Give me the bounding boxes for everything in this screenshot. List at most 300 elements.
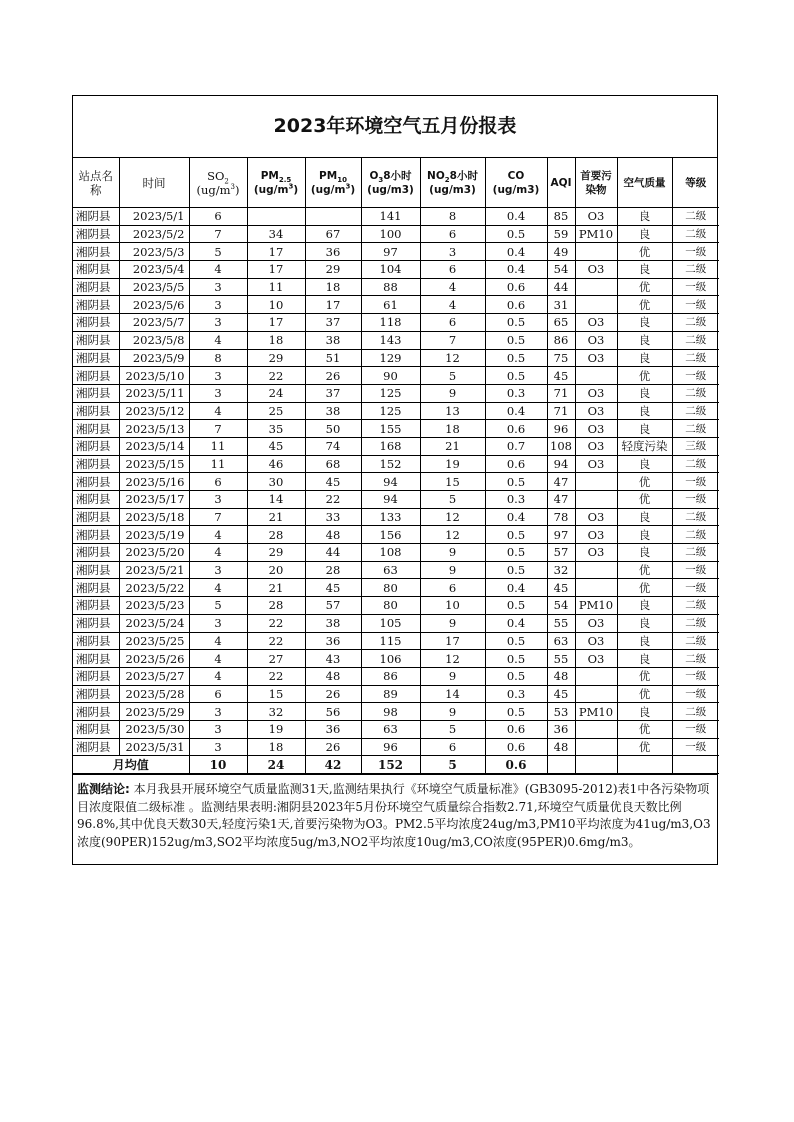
cell-co: 0.4	[485, 579, 547, 597]
table-row	[73, 544, 719, 562]
cell-no2: 6	[420, 261, 485, 279]
cell-site: 湘阴县	[73, 579, 119, 597]
cell-site: 湘阴县	[73, 685, 119, 703]
cell-aqi: 71	[547, 384, 575, 402]
cell-grade: 二级	[672, 402, 719, 420]
cell-date: 2023/5/24	[119, 614, 189, 632]
table-row	[73, 261, 719, 279]
cell-date: 2023/5/6	[119, 296, 189, 314]
cell-site: 湘阴县	[73, 650, 119, 668]
cell-o3: 97	[361, 243, 420, 261]
cell-site: 湘阴县	[73, 384, 119, 402]
cell-grade: 一级	[672, 738, 719, 756]
cell-site: 湘阴县	[73, 561, 119, 579]
cell-pm10: 48	[305, 667, 361, 685]
cell-date: 2023/5/10	[119, 367, 189, 385]
cell-so2: 4	[189, 526, 247, 544]
cell-no2: 9	[420, 703, 485, 721]
cell-pm25: 29	[247, 349, 305, 367]
cell-date: 2023/5/26	[119, 650, 189, 668]
cell-primary-pollutant	[575, 561, 617, 579]
cell-aqi: 49	[547, 243, 575, 261]
cell-primary-pollutant: O3	[575, 455, 617, 473]
table-body	[73, 208, 719, 756]
cell-pm25: 15	[247, 685, 305, 703]
cell-pm10	[305, 208, 361, 226]
average-primary	[575, 756, 617, 774]
table-row	[73, 437, 719, 455]
cell-site: 湘阴县	[73, 367, 119, 385]
cell-pm10: 67	[305, 225, 361, 243]
cell-pm10: 48	[305, 526, 361, 544]
cell-grade: 一级	[672, 278, 719, 296]
cell-no2: 5	[420, 367, 485, 385]
cell-so2: 7	[189, 508, 247, 526]
cell-pm10: 45	[305, 473, 361, 491]
table-row	[73, 349, 719, 367]
cell-no2: 15	[420, 473, 485, 491]
cell-date: 2023/5/14	[119, 437, 189, 455]
cell-co: 0.6	[485, 296, 547, 314]
cell-so2: 3	[189, 296, 247, 314]
cell-aqi: 47	[547, 491, 575, 509]
cell-aqi: 48	[547, 667, 575, 685]
cell-no2: 9	[420, 614, 485, 632]
cell-grade: 二级	[672, 225, 719, 243]
cell-aqi: 96	[547, 420, 575, 438]
cell-o3: 141	[361, 208, 420, 226]
cell-co: 0.5	[485, 367, 547, 385]
cell-primary-pollutant	[575, 243, 617, 261]
cell-grade: 一级	[672, 667, 719, 685]
average-so2: 10	[189, 756, 247, 774]
cell-pm25: 22	[247, 632, 305, 650]
header-no2: $NO_28$小时 (ug/m3)	[420, 158, 485, 208]
cell-primary-pollutant: O3	[575, 420, 617, 438]
cell-co: 0.5	[485, 349, 547, 367]
cell-co: 0.4	[485, 402, 547, 420]
cell-date: 2023/5/3	[119, 243, 189, 261]
cell-air-quality: 良	[617, 614, 672, 632]
cell-o3: 90	[361, 367, 420, 385]
cell-date: 2023/5/19	[119, 526, 189, 544]
cell-date: 2023/5/29	[119, 703, 189, 721]
cell-primary-pollutant	[575, 367, 617, 385]
cell-pm10: 29	[305, 261, 361, 279]
cell-date: 2023/5/22	[119, 579, 189, 597]
cell-pm25: 28	[247, 526, 305, 544]
cell-pm10: 43	[305, 650, 361, 668]
cell-aqi: 59	[547, 225, 575, 243]
table-row	[73, 455, 719, 473]
average-quality	[617, 756, 672, 774]
air-quality-report	[72, 95, 718, 865]
cell-aqi: 65	[547, 314, 575, 332]
cell-aqi: 86	[547, 331, 575, 349]
cell-date: 2023/5/2	[119, 225, 189, 243]
cell-primary-pollutant: O3	[575, 314, 617, 332]
cell-air-quality: 良	[617, 261, 672, 279]
cell-pm25: 22	[247, 367, 305, 385]
cell-no2: 3	[420, 243, 485, 261]
cell-no2: 9	[420, 544, 485, 562]
cell-primary-pollutant: O3	[575, 544, 617, 562]
cell-o3: 143	[361, 331, 420, 349]
cell-o3: 80	[361, 579, 420, 597]
cell-date: 2023/5/20	[119, 544, 189, 562]
cell-so2: 7	[189, 420, 247, 438]
cell-o3: 129	[361, 349, 420, 367]
table-row	[73, 597, 719, 615]
cell-pm25: 19	[247, 720, 305, 738]
cell-aqi: 63	[547, 632, 575, 650]
cell-no2: 12	[420, 508, 485, 526]
cell-co: 0.6	[485, 455, 547, 473]
cell-pm10: 17	[305, 296, 361, 314]
cell-primary-pollutant	[575, 296, 617, 314]
cell-no2: 9	[420, 667, 485, 685]
conclusion-section	[73, 774, 717, 864]
cell-site: 湘阴县	[73, 225, 119, 243]
cell-co: 0.5	[485, 561, 547, 579]
cell-date: 2023/5/7	[119, 314, 189, 332]
report-title: 2023年环境空气五月份报表	[73, 96, 717, 158]
conclusion-text: 本月我县开展环境空气质量监测31天,监测结果执行《环境空气质量标准》(GB3095-2012)表1中各污染物项目浓度限值二级标准 。监测结果表明:湘阴县2023年5月份环境空气质量综合指数2.71,环境空气质量优良天数比例96.8%,其中优良天数30天,轻度污染1天,首要污染物为O3。PM2.5平均浓度24ug/m3,PM10平均浓度为41ug/m3,O3浓度(90PER)152ug/m3,SO2平均浓度5ug/m3,NO2平均浓度10ug/m3,CO浓度(95PER)0.6mg/m3。	[77, 782, 711, 849]
cell-o3: 63	[361, 561, 420, 579]
cell-air-quality: 良	[617, 508, 672, 526]
cell-no2: 12	[420, 650, 485, 668]
table-row	[73, 225, 719, 243]
cell-grade: 三级	[672, 437, 719, 455]
cell-so2: 6	[189, 208, 247, 226]
cell-no2: 6	[420, 225, 485, 243]
cell-site: 湘阴县	[73, 703, 119, 721]
cell-o3: 94	[361, 491, 420, 509]
cell-primary-pollutant	[575, 579, 617, 597]
cell-pm25: 18	[247, 331, 305, 349]
cell-primary-pollutant: O3	[575, 650, 617, 668]
table-row	[73, 491, 719, 509]
cell-so2: 4	[189, 402, 247, 420]
cell-o3: 86	[361, 667, 420, 685]
table-row	[73, 508, 719, 526]
cell-site: 湘阴县	[73, 614, 119, 632]
cell-air-quality: 优	[617, 667, 672, 685]
cell-no2: 9	[420, 384, 485, 402]
cell-grade: 二级	[672, 261, 719, 279]
cell-primary-pollutant	[575, 720, 617, 738]
cell-co: 0.5	[485, 650, 547, 668]
cell-aqi: 54	[547, 597, 575, 615]
cell-pm10: 22	[305, 491, 361, 509]
cell-grade: 一级	[672, 473, 719, 491]
cell-co: 0.4	[485, 243, 547, 261]
conclusion-label: 监测结论:	[77, 782, 130, 797]
cell-primary-pollutant: O3	[575, 614, 617, 632]
cell-date: 2023/5/21	[119, 561, 189, 579]
cell-grade: 一级	[672, 561, 719, 579]
cell-aqi: 54	[547, 261, 575, 279]
cell-aqi: 53	[547, 703, 575, 721]
cell-site: 湘阴县	[73, 544, 119, 562]
cell-co: 0.5	[485, 526, 547, 544]
cell-date: 2023/5/9	[119, 349, 189, 367]
table-row	[73, 331, 719, 349]
cell-site: 湘阴县	[73, 314, 119, 332]
cell-air-quality: 良	[617, 349, 672, 367]
header-site: 站点名称	[73, 158, 119, 208]
cell-o3: 156	[361, 526, 420, 544]
header-o3: $O_38$小时 (ug/m3)	[361, 158, 420, 208]
cell-co: 0.7	[485, 437, 547, 455]
cell-so2: 3	[189, 278, 247, 296]
cell-so2: 3	[189, 720, 247, 738]
table-row	[73, 667, 719, 685]
cell-so2: 3	[189, 614, 247, 632]
cell-aqi: 108	[547, 437, 575, 455]
header-time: 时间	[119, 158, 189, 208]
header-aqi: AQI	[547, 158, 575, 208]
table-row	[73, 685, 719, 703]
cell-co: 0.4	[485, 508, 547, 526]
cell-primary-pollutant	[575, 738, 617, 756]
cell-co: 0.5	[485, 632, 547, 650]
cell-air-quality: 良	[617, 597, 672, 615]
cell-grade: 二级	[672, 544, 719, 562]
cell-pm25: 11	[247, 278, 305, 296]
cell-air-quality: 优	[617, 720, 672, 738]
cell-pm10: 26	[305, 685, 361, 703]
data-table	[73, 158, 719, 774]
cell-grade: 一级	[672, 491, 719, 509]
cell-date: 2023/5/28	[119, 685, 189, 703]
table-row	[73, 720, 719, 738]
average-aqi	[547, 756, 575, 774]
cell-air-quality: 良	[617, 420, 672, 438]
cell-aqi: 71	[547, 402, 575, 420]
cell-air-quality: 优	[617, 243, 672, 261]
cell-pm10: 51	[305, 349, 361, 367]
cell-pm10: 28	[305, 561, 361, 579]
cell-air-quality: 良	[617, 225, 672, 243]
cell-primary-pollutant: PM10	[575, 703, 617, 721]
cell-so2: 4	[189, 544, 247, 562]
cell-grade: 二级	[672, 526, 719, 544]
cell-air-quality: 优	[617, 738, 672, 756]
cell-o3: 100	[361, 225, 420, 243]
cell-grade: 一级	[672, 243, 719, 261]
cell-pm25: 14	[247, 491, 305, 509]
cell-primary-pollutant: PM10	[575, 597, 617, 615]
cell-site: 湘阴县	[73, 508, 119, 526]
cell-air-quality: 优	[617, 367, 672, 385]
cell-o3: 105	[361, 614, 420, 632]
table-row	[73, 650, 719, 668]
average-no2: 5	[420, 756, 485, 774]
cell-no2: 5	[420, 720, 485, 738]
cell-pm10: 38	[305, 402, 361, 420]
cell-no2: 14	[420, 685, 485, 703]
cell-co: 0.4	[485, 208, 547, 226]
cell-so2: 3	[189, 738, 247, 756]
header-co: CO (ug/m3)	[485, 158, 547, 208]
cell-aqi: 94	[547, 455, 575, 473]
cell-co: 0.5	[485, 225, 547, 243]
cell-aqi: 31	[547, 296, 575, 314]
cell-air-quality: 优	[617, 561, 672, 579]
cell-pm25: 27	[247, 650, 305, 668]
header-pm25: $PM_{2.5}$ $(ug/m^3)$	[247, 158, 305, 208]
cell-no2: 13	[420, 402, 485, 420]
cell-air-quality: 良	[617, 208, 672, 226]
cell-pm25: 32	[247, 703, 305, 721]
cell-site: 湘阴县	[73, 296, 119, 314]
table-row	[73, 314, 719, 332]
table-row	[73, 278, 719, 296]
table-row	[73, 402, 719, 420]
cell-pm10: 36	[305, 632, 361, 650]
cell-so2: 4	[189, 632, 247, 650]
cell-date: 2023/5/1	[119, 208, 189, 226]
cell-air-quality: 优	[617, 296, 672, 314]
table-row	[73, 473, 719, 491]
cell-site: 湘阴县	[73, 526, 119, 544]
cell-so2: 3	[189, 384, 247, 402]
cell-no2: 10	[420, 597, 485, 615]
cell-pm25	[247, 208, 305, 226]
cell-grade: 二级	[672, 632, 719, 650]
average-pm25: 24	[247, 756, 305, 774]
cell-pm10: 33	[305, 508, 361, 526]
table-row	[73, 632, 719, 650]
cell-primary-pollutant: O3	[575, 261, 617, 279]
cell-no2: 4	[420, 296, 485, 314]
cell-o3: 80	[361, 597, 420, 615]
cell-no2: 18	[420, 420, 485, 438]
cell-pm10: 36	[305, 720, 361, 738]
cell-grade: 二级	[672, 384, 719, 402]
cell-pm25: 17	[247, 261, 305, 279]
cell-o3: 155	[361, 420, 420, 438]
cell-primary-pollutant: O3	[575, 384, 617, 402]
cell-site: 湘阴县	[73, 349, 119, 367]
cell-so2: 5	[189, 597, 247, 615]
average-label: 月均值	[73, 756, 189, 774]
cell-date: 2023/5/25	[119, 632, 189, 650]
table-row	[73, 208, 719, 226]
cell-co: 0.6	[485, 738, 547, 756]
average-grade	[672, 756, 719, 774]
cell-pm10: 36	[305, 243, 361, 261]
cell-site: 湘阴县	[73, 720, 119, 738]
cell-aqi: 44	[547, 278, 575, 296]
cell-pm10: 38	[305, 331, 361, 349]
cell-aqi: 55	[547, 614, 575, 632]
cell-primary-pollutant: O3	[575, 331, 617, 349]
cell-primary-pollutant	[575, 667, 617, 685]
cell-air-quality: 优	[617, 685, 672, 703]
cell-pm25: 30	[247, 473, 305, 491]
header-primary-pollutant: 首要污染物	[575, 158, 617, 208]
cell-date: 2023/5/31	[119, 738, 189, 756]
cell-pm10: 74	[305, 437, 361, 455]
cell-pm25: 35	[247, 420, 305, 438]
cell-co: 0.6	[485, 720, 547, 738]
cell-co: 0.5	[485, 473, 547, 491]
cell-so2: 3	[189, 491, 247, 509]
cell-co: 0.5	[485, 331, 547, 349]
header-grade: 等级	[672, 158, 719, 208]
cell-so2: 3	[189, 367, 247, 385]
cell-pm10: 18	[305, 278, 361, 296]
cell-pm10: 26	[305, 367, 361, 385]
average-pm10: 42	[305, 756, 361, 774]
cell-pm25: 45	[247, 437, 305, 455]
cell-site: 湘阴县	[73, 402, 119, 420]
cell-aqi: 57	[547, 544, 575, 562]
cell-pm25: 10	[247, 296, 305, 314]
cell-so2: 6	[189, 685, 247, 703]
cell-grade: 二级	[672, 650, 719, 668]
cell-date: 2023/5/27	[119, 667, 189, 685]
cell-primary-pollutant: O3	[575, 508, 617, 526]
cell-grade: 一级	[672, 685, 719, 703]
cell-aqi: 97	[547, 526, 575, 544]
cell-so2: 11	[189, 437, 247, 455]
cell-pm25: 28	[247, 597, 305, 615]
cell-co: 0.4	[485, 614, 547, 632]
header-so2: $SO_2$ $(ug/m^3)$	[189, 158, 247, 208]
cell-so2: 4	[189, 579, 247, 597]
cell-aqi: 48	[547, 738, 575, 756]
table-row	[73, 561, 719, 579]
cell-so2: 4	[189, 667, 247, 685]
cell-pm25: 20	[247, 561, 305, 579]
cell-grade: 一级	[672, 367, 719, 385]
cell-grade: 二级	[672, 420, 719, 438]
cell-site: 湘阴县	[73, 243, 119, 261]
cell-date: 2023/5/11	[119, 384, 189, 402]
cell-grade: 二级	[672, 703, 719, 721]
cell-aqi: 85	[547, 208, 575, 226]
cell-air-quality: 良	[617, 703, 672, 721]
cell-site: 湘阴县	[73, 597, 119, 615]
cell-co: 0.3	[485, 685, 547, 703]
cell-aqi: 78	[547, 508, 575, 526]
cell-date: 2023/5/17	[119, 491, 189, 509]
cell-so2: 4	[189, 261, 247, 279]
cell-primary-pollutant	[575, 278, 617, 296]
table-row	[73, 367, 719, 385]
cell-grade: 二级	[672, 597, 719, 615]
cell-air-quality: 良	[617, 632, 672, 650]
cell-pm25: 46	[247, 455, 305, 473]
cell-so2: 6	[189, 473, 247, 491]
cell-so2: 5	[189, 243, 247, 261]
cell-o3: 98	[361, 703, 420, 721]
cell-so2: 4	[189, 650, 247, 668]
cell-site: 湘阴县	[73, 261, 119, 279]
cell-o3: 125	[361, 384, 420, 402]
cell-so2: 11	[189, 455, 247, 473]
cell-aqi: 36	[547, 720, 575, 738]
cell-site: 湘阴县	[73, 208, 119, 226]
cell-o3: 63	[361, 720, 420, 738]
cell-pm10: 44	[305, 544, 361, 562]
cell-pm10: 38	[305, 614, 361, 632]
cell-grade: 二级	[672, 349, 719, 367]
cell-grade: 二级	[672, 314, 719, 332]
